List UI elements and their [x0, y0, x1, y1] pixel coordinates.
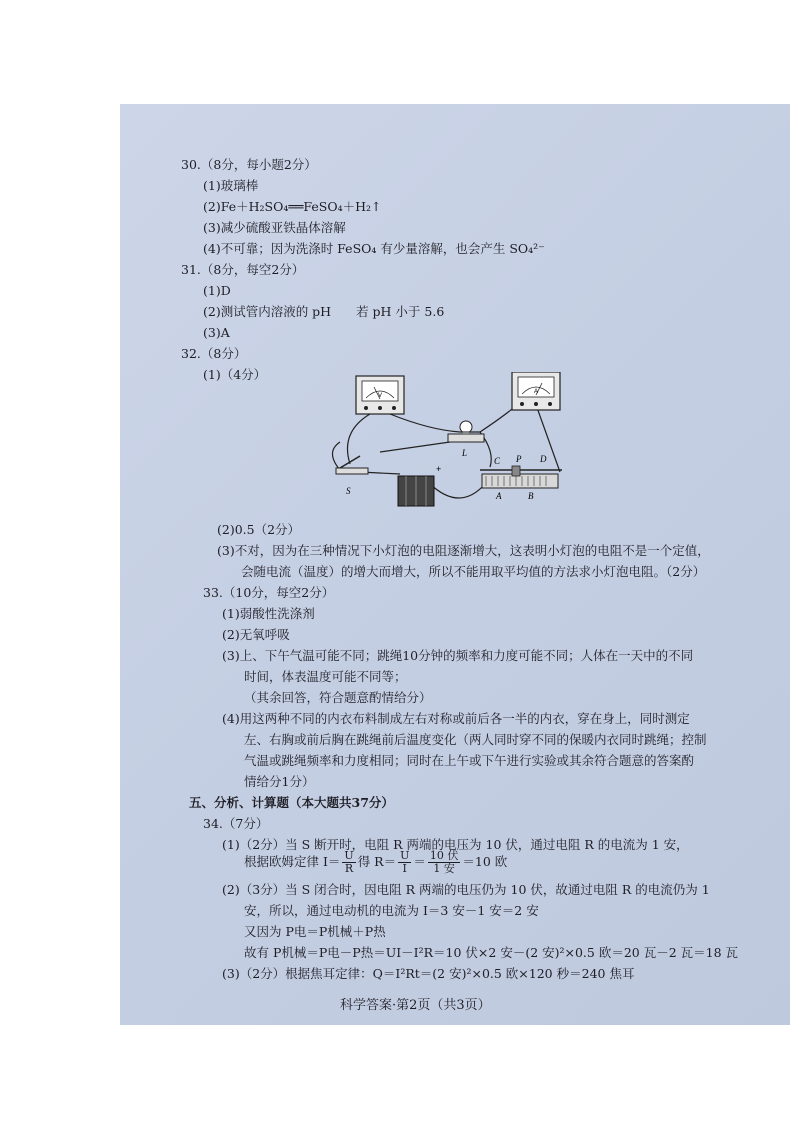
q34-part-2-line-2: 安，所以，通过电动机的电流为 I＝3 安－1 安＝2 安 — [244, 903, 539, 918]
q30-answer-1: (1)玻璃棒 — [203, 178, 259, 193]
q34-part-3: (3)（2分）根据焦耳定律：Q＝I²Rt＝(2 安)²×0.5 欧×120 秒＝240 焦耳 — [222, 966, 635, 981]
q34-part-2-line-3: 又因为 P电＝P机械＋P热 — [244, 924, 386, 939]
label-P: P — [516, 454, 522, 464]
switch-icon — [336, 456, 368, 474]
q31-answer-3: (3)A — [203, 325, 230, 340]
q34-part-2-line-1: (2)（3分）当 S 闭合时，因电阻 R 两端的电压仍为 10 伏，故通过电阻 R 的电流仍为 1 — [222, 882, 710, 897]
q30-answer-2: (2)Fe＋H₂SO₄══FeSO₄＋H₂↑ — [203, 199, 382, 214]
label-S: S — [346, 486, 351, 496]
section-5-title: 五、分析、计算题（本大题共37分） — [189, 795, 394, 810]
q33-answer-3-line-1: (3)上、下午气温可能不同；跳绳10分钟的频率和力度可能不同；人体在一天中的不同 — [222, 648, 694, 663]
q30-answer-3: (3)减少硫酸亚铁晶体溶解 — [203, 220, 346, 235]
q34-part-2-line-4: 故有 P机械＝P电－P热＝UI－I²R＝10 伏×2 安－(2 安)²×0.5 欧＝20 瓦－2 瓦＝18 瓦 — [244, 945, 739, 960]
fraction-u-over-i-numerator: U — [400, 849, 410, 862]
circuit-diagram — [320, 372, 580, 518]
q33-answer-3-line-3: （其余回答，符合题意酌情给分） — [244, 690, 432, 705]
q34-ohms-law-line — [244, 848, 507, 876]
q33-answer-4-line-3: 气温或跳绳频率和力度相同；同时在上午或下午进行实验或其余符合题意的答案酌 — [244, 753, 695, 768]
label-B: B — [528, 491, 534, 501]
fraction-values — [428, 850, 461, 875]
ohms-law-mid-2: ＝ — [413, 854, 426, 869]
label-A: A — [496, 491, 502, 501]
q31-answer-2: (2)测试管内溶液的 pH 若 pH 小于 5.6 — [203, 304, 445, 319]
q32-header: 32.（8分） — [181, 346, 247, 361]
q33-answer-2: (2)无氧呼吸 — [222, 627, 290, 642]
q32-answer-1: (1)（4分） — [203, 367, 267, 382]
label-L: L — [462, 448, 468, 458]
ohms-law-mid-1: 得 R＝ — [357, 854, 397, 869]
fraction-values-denominator: 1 安 — [433, 862, 455, 875]
battery-icon — [398, 464, 441, 506]
ammeter-icon — [512, 372, 560, 410]
rheostat-icon — [480, 466, 562, 488]
fraction-values-numerator: 10 伏 — [429, 849, 459, 862]
q30-header: 30.（8分，每小题2分） — [181, 157, 317, 172]
q31-answer-1: (1)D — [203, 283, 231, 298]
q33-header: 33.（10分，每空2分） — [203, 585, 335, 600]
q31-header: 31.（8分，每空2分） — [181, 262, 305, 277]
label-D: D — [540, 454, 547, 464]
label-C: C — [494, 456, 501, 466]
q33-answer-4-line-4: 情给分1分） — [244, 774, 315, 789]
ammeter-face-label: A — [533, 389, 539, 395]
q32-answer-3-line-2: 会随电流（温度）的增大而增大，所以不能用取平均值的方法求小灯泡电阻。（2分） — [241, 564, 706, 579]
q33-answer-4-line-1: (4)用这两种不同的内衣布料制成左右对称或前后各一半的内衣，穿在身上，同时测定 — [222, 711, 690, 726]
fraction-u-over-i-denominator: I — [402, 862, 407, 875]
fraction-u-over-r-numerator: U — [344, 849, 354, 862]
q33-answer-3-line-2: 时间，体表温度可能不同等； — [244, 669, 407, 684]
ohms-law-result: ＝10 欧 — [462, 854, 508, 869]
q33-answer-4-line-2: 左、右胸或前后胸在跳绳前后温度变化（两人同时穿不同的保暖内衣同时跳绳；控制 — [244, 732, 707, 747]
svg-text:+: + — [436, 464, 442, 474]
page-footer: 科学答案·第2页（共3页） — [340, 998, 491, 1013]
q34-part-1-line-1: (1)（2分）当 S 断开时，电阻 R 两端的电压为 10 伏，通过电阻 R 的电流为 1 安， — [222, 837, 689, 852]
fraction-u-over-r-denominator: R — [344, 862, 354, 875]
fraction-u-over-r — [342, 850, 355, 875]
q33-answer-1: (1)弱酸性洗涤剂 — [222, 606, 315, 621]
q32-answer-3-line-1: (3)不对，因为在三种情况下小灯泡的电阻逐渐增大，这表明小灯泡的电阻不是一个定值， — [217, 543, 710, 558]
ohms-law-prefix: 根据欧姆定律 I＝ — [244, 854, 341, 869]
voltmeter-icon — [356, 376, 404, 414]
voltmeter-face-label: V — [377, 393, 383, 399]
q30-answer-4: (4)不可靠；因为洗涤时 FeSO₄ 有少量溶解，也会产生 SO₄²⁻ — [203, 241, 545, 256]
fraction-u-over-i — [398, 850, 411, 875]
q32-answer-2: (2)0.5（2分） — [217, 522, 301, 537]
q34-header: 34.（7分） — [203, 816, 269, 831]
